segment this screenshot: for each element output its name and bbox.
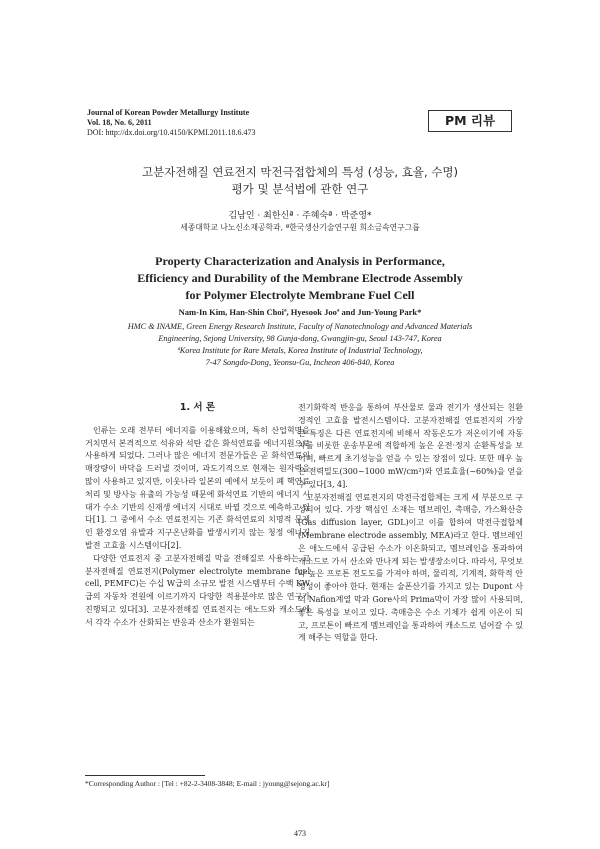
body-column-left — [85, 402, 310, 630]
section-heading-introduction: 1. 서 론 — [179, 402, 216, 413]
journal-doi: DOI: http://dx.doi.org/10.4150/KPMI.2011.18.6.473 — [87, 128, 256, 137]
body-paragraph: 인류는 오래 전부터 에너지를 이용해왔으며, 특히 산업혁명을 거치면서 본격적으로 석유와 석탄 같은 화석연료를 에너지원으로 사용하게 되었다. 그러나 많은 에너지 전문가들은 곧 화석연료의 매장량이 바닥을 드러낼 것이며, 과도기적으로 현재는 원자력을 많이 사용하고 있지만, 이웃나라 일본의 예에서 보듯이 폐 핵연료 처리 및 방사능 유출의 가능성 때문에 화석연료 기반의 에너지 시대가 수소 기반의 신재생 에너지 시대로 바뀔 것으로 예측하고 있다[1]. 그 중에서 수소 연료전지는 기존 화석연료의 치명적 문제인 환경오염 유발과 지구온난화를 발생시키지 않는 청정 에너지 발전 고효율 시스템이다[2]. — [85, 425, 310, 550]
english-title-line-1: Property Characterization and Analysis in Performance, — [155, 254, 445, 268]
korean-affiliation: 세종대학교 나노신소재공학과, ª한국생산기술연구원 희소금속연구그룹 — [180, 223, 420, 232]
journal-header — [87, 108, 347, 138]
journal-volume: Vol. 18, No. 6, 2011 — [87, 118, 152, 127]
corresponding-author-footnote: *Corresponding Author : [Tel : +82-2-3408-3848; E-mail : jyoung@sejong.ac.kr] — [85, 779, 330, 788]
body-paragraph: 다양한 연료전지 중 고분자전해질 막을 전해질로 사용하는 고분자전해질 연료전지(Polymer electrolyte membrane fuel cell, PEMFC)는 수십 W급의 소규모 발전 시스템부터 수백 KW급의 자동차 전원에 이르기까지 다양한 적용분야로 많은 연구가 진행되고 있다[3]. 고분자전해질 연료전지는 애노드와 캐소드에서 각각 수소가 산화되는 반응과 산소가 환원되는 — [85, 553, 310, 627]
english-affiliation — [60, 321, 540, 369]
english-authors: Nam-In Kim, Han-Shin Choiª, Hyesook Jooª and Jun-Young Park* — [178, 307, 422, 317]
korean-title-line-2: 평가 및 분석법에 관한 연구 — [231, 182, 369, 196]
body-column-right — [298, 402, 523, 645]
body-paragraph: 고분자전해질 연료전지의 막전극접합체는 크게 세 부분으로 구성되어 있다. 가장 핵심인 소재는 멤브레인, 촉매층, 가스확산층(Gas diffusion layer, GDL)이고 이를 합하여 막전극접합체(Membrane electrode assembly, MEA)라고 한다. 멤브레인은 애노드에서 공급된 수소가 이온화되고, 멤브레인을 통과하여 캐소드로 가서 산소와 만나게 되는 발생장소이다. 따라서, 무엇보다 높은 프로톤 전도도를 가져야 하며, 물리적, 기계적, 화학적 안정성이 좋아야 한다. 현재는 술폰산기를 가지고 있는 Dupont 사의 Nafion계열 막과 Gore사의 Prima막이 가장 많이 사용되며, 좋은 특성을 보이고 있다. 촉매층은 수소 기체가 쉽게 이온이 되고, 프로톤이 빠르게 멤브레인을 통과하여 캐소드로 넘어갈 수 있게 해주는 역할을 한다. — [298, 492, 523, 643]
affiliation-line-3: ªKorea Institute for Rare Metals, Korea Institute of Industrial Technology, — [177, 346, 423, 355]
korean-title — [60, 164, 540, 198]
affiliation-line-1: HMC & INAME, Green Energy Research Institute, Faculty of Nanotechnology and Advanced Materials — [127, 322, 473, 331]
page-number: 473 — [294, 829, 306, 838]
journal-name: Journal of Korean Powder Metallurgy Institute — [87, 108, 250, 117]
korean-title-line-1: 고분자전해질 연료전지 막전극접합체의 특성 (성능, 효율, 수명) — [142, 165, 458, 179]
korean-authors: 김남인 · 최한신ª · 주혜숙ª · 박준영* — [228, 211, 372, 221]
affiliation-line-2: Engineering, Sejong University, 98 Gunja-dong, Gwangjin-gu, Seoul 143-747, Korea — [158, 334, 442, 343]
footnote-divider — [85, 775, 205, 776]
english-title-line-2: Efficiency and Durability of the Membrane Electrode Assembly — [137, 271, 463, 285]
english-title — [60, 253, 540, 304]
affiliation-line-4: 7-47 Songdo-Dong, Yeonsu-Gu, Incheon 406-840, Korea — [205, 358, 395, 367]
english-title-line-3: for Polymer Electrolyte Membrane Fuel Cell — [185, 288, 415, 302]
review-badge: PM 리뷰 — [428, 110, 512, 132]
body-paragraph: 전기화학적 반응을 통하여 부산물로 물과 전기가 생산되는 친환경적인 고효율 발전시스템이다. 고분자전해질 연료전지의 가장 큰 특징은 다른 연료전지에 비해서 작동온도가 저온이기에 자동차를 비롯한 운송부문에 적합하게 높은 운전·정지 순환특성을 보이며, 빠르게 초기성능을 얻을 수 있는 장점이 있다. 또한 매우 높은 전력밀도(300~1000 mW/cm²)와 연료효율(~60%)을 얻을 수 있다[3, 4]. — [298, 403, 523, 489]
